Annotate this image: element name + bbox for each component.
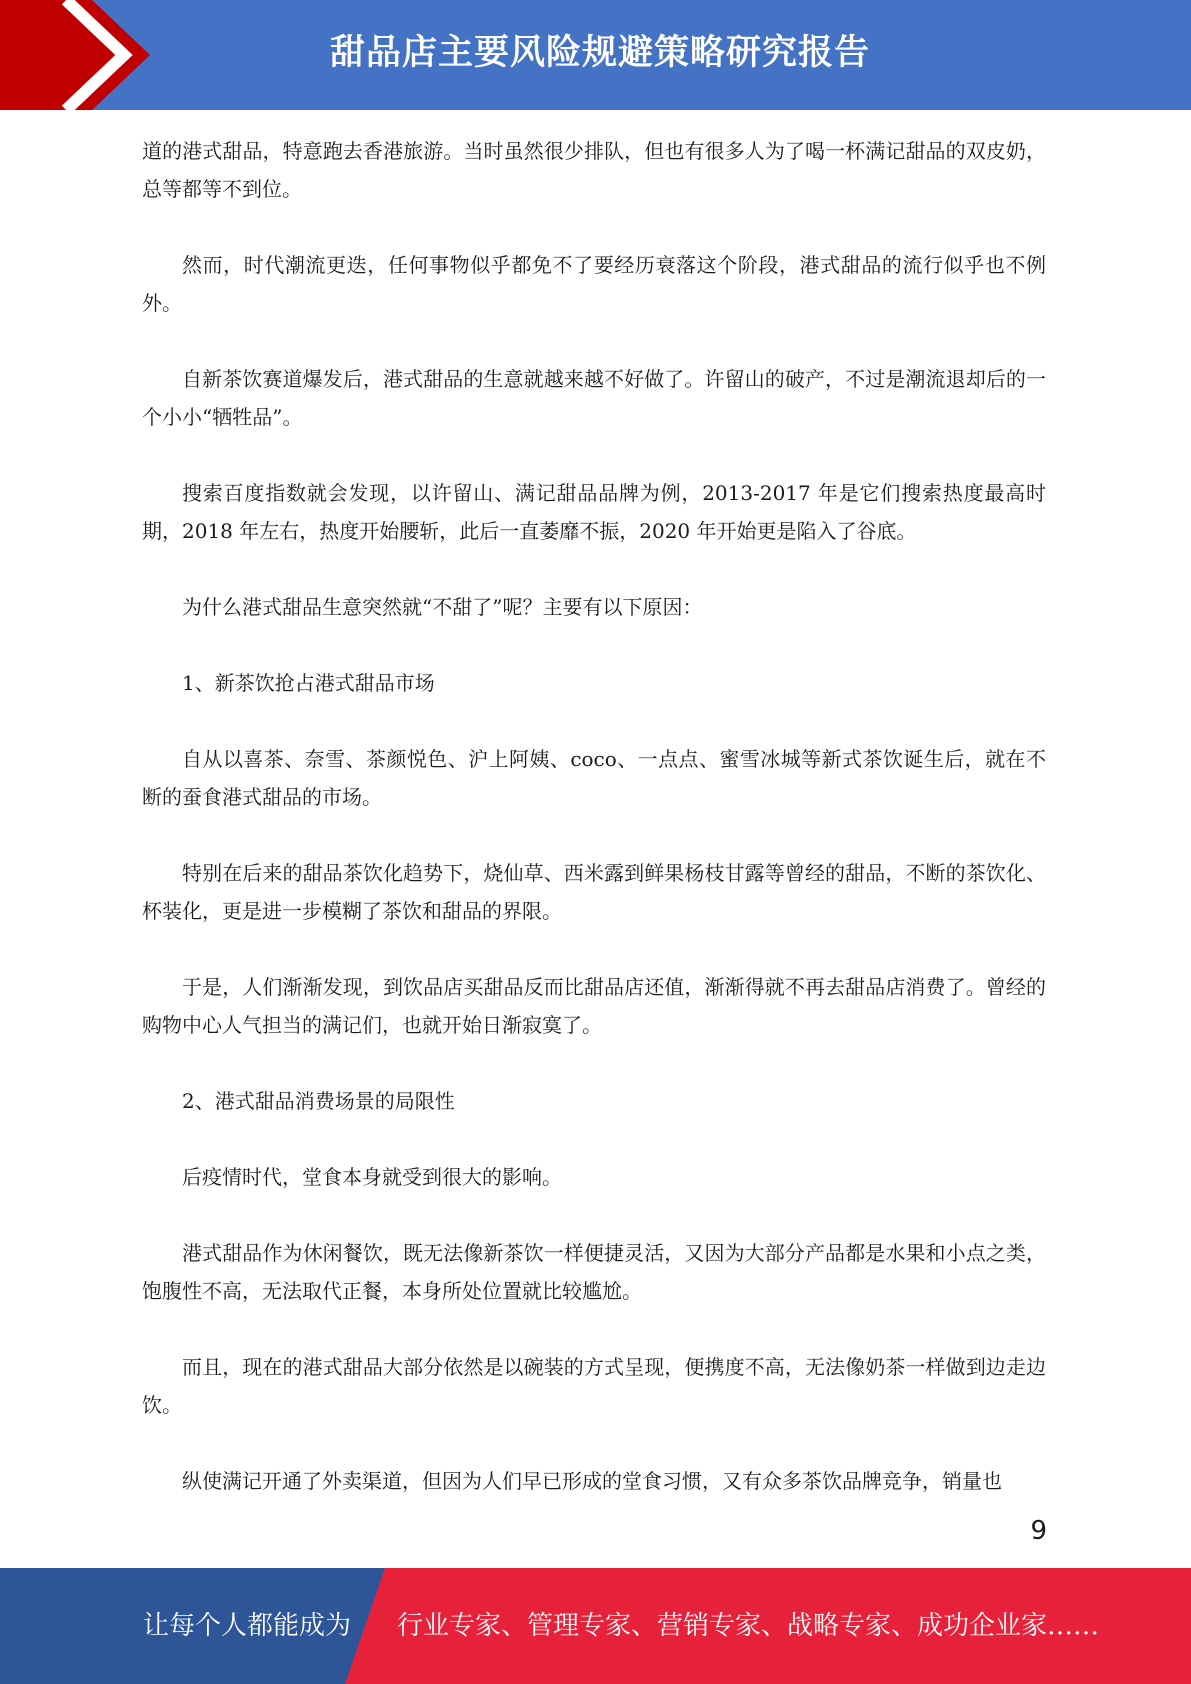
body-paragraph: 后疫情时代，堂食本身就受到很大的影响。 bbox=[182, 1165, 562, 1189]
footer-slogan-left: 让每个人都能成为 bbox=[143, 1611, 352, 1641]
report-title: 甜品店主要风险规避策略研究报告 bbox=[329, 33, 870, 73]
document-body bbox=[142, 132, 1046, 1538]
body-paragraph: 于是，人们渐渐发现，到饮品店买甜品反而比甜品店还值，渐渐得就不再去甜品店消费了。曾经的购物中心人气担当的满记们，也就开始日渐寂寞了。 bbox=[142, 975, 1046, 1037]
body-paragraph: 特别在后来的甜品茶饮化趋势下，烧仙草、西米露到鲜果杨枝甘露等曾经的甜品，不断的茶饮化、杯装化，更是进一步模糊了茶饮和甜品的界限。 bbox=[142, 861, 1046, 923]
body-paragraph: 搜索百度指数就会发现，以许留山、满记甜品品牌为例，2013-2017 年是它们搜索热度最高时期，2018 年左右，热度开始腰斩，此后一直萎靡不振，2020 年开始更是陷入了谷底。 bbox=[142, 481, 1046, 543]
page-header bbox=[0, 0, 1191, 110]
body-paragraph: 纵使满记开通了外卖渠道，但因为人们早已形成的堂食习惯，又有众多茶饮品牌竞争，销量也 bbox=[182, 1469, 1002, 1493]
body-paragraph: 自新茶饮赛道爆发后，港式甜品的生意就越来越不好做了。许留山的破产，不过是潮流退却后的一个小小“牺牲品”。 bbox=[142, 367, 1046, 429]
body-paragraph: 1、新茶饮抢占港式甜品市场 bbox=[182, 671, 435, 695]
body-paragraph: 然而，时代潮流更迭，任何事物似乎都免不了要经历衰落这个阶段，港式甜品的流行似乎也不例外。 bbox=[142, 253, 1046, 315]
body-paragraph: 为什么港式甜品生意突然就“不甜了”呢？主要有以下原因： bbox=[182, 595, 703, 619]
body-paragraph: 港式甜品作为休闲餐饮，既无法像新茶饮一样便捷灵活，又因为大部分产品都是水果和小点之类，饱腹性不高，无法取代正餐，本身所处位置就比较尴尬。 bbox=[142, 1241, 1046, 1303]
page-footer bbox=[0, 1568, 1191, 1684]
body-paragraph: 2、港式甜品消费场景的局限性 bbox=[182, 1089, 455, 1113]
body-paragraph: 而且，现在的港式甜品大部分依然是以碗装的方式呈现，便携度不高，无法像奶茶一样做到边走边饮。 bbox=[142, 1355, 1046, 1417]
body-paragraph: 道的港式甜品，特意跑去香港旅游。当时虽然很少排队，但也有很多人为了喝一杯满记甜品的双皮奶，总等都等不到位。 bbox=[142, 139, 1046, 201]
footer-slogan-right: 行业专家、管理专家、营销专家、战略专家、成功企业家…… bbox=[397, 1611, 1100, 1641]
body-paragraph: 自从以喜茶、奈雪、茶颜悦色、沪上阿姨、coco、一点点、蜜雪冰城等新式茶饮诞生后，就在不断的蚕食港式甜品的市场。 bbox=[142, 747, 1046, 809]
page-number: 9 bbox=[1030, 1516, 1047, 1546]
